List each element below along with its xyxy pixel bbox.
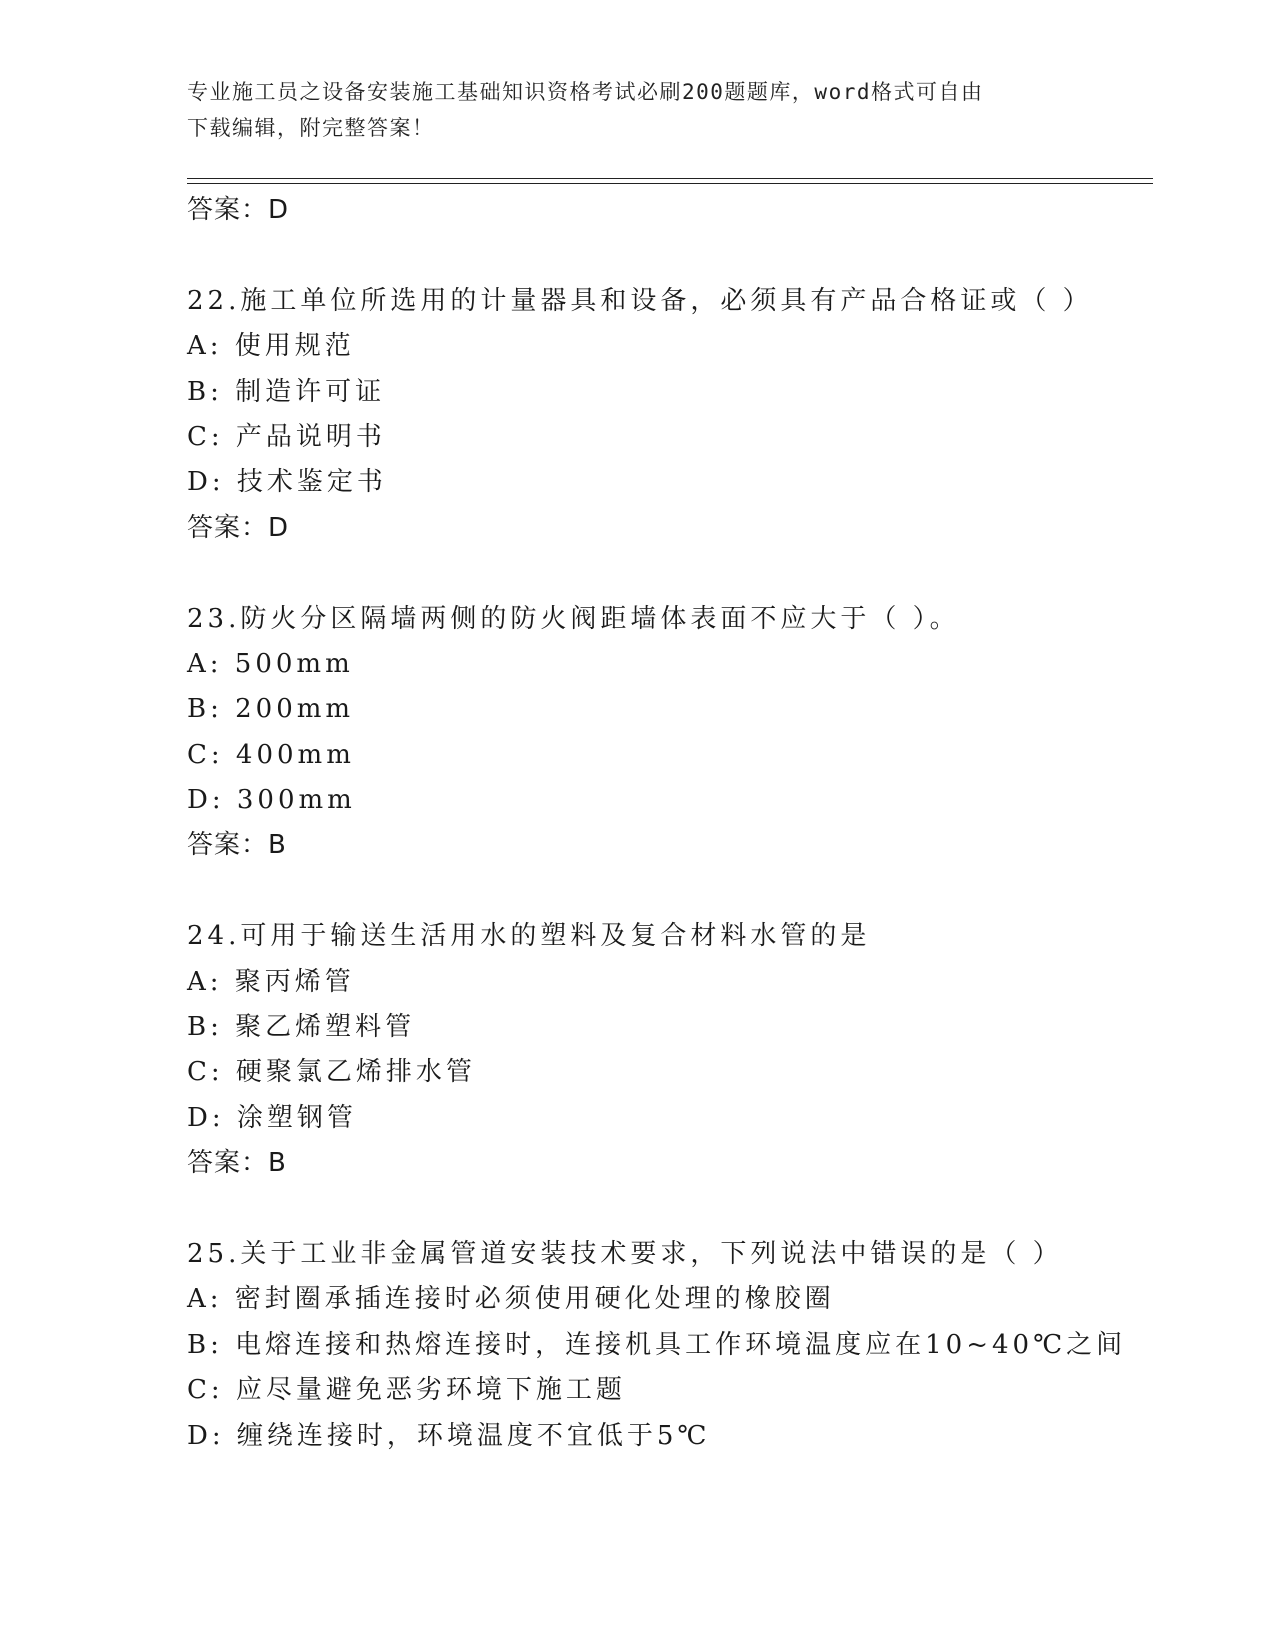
option-c: C: 400mm bbox=[187, 739, 355, 770]
answer: 答案：D bbox=[187, 512, 290, 543]
header-line-1: 专业施工员之设备安装施工基础知识资格考试必刷200题题库，word格式可自由 bbox=[187, 80, 984, 104]
header-line-2: 下载编辑，附完整答案！ bbox=[187, 116, 435, 140]
question-stem: 25.关于工业非金属管道安装技术要求，下列说法中错误的是（ ） bbox=[187, 1238, 1063, 1269]
option-c: C: 产品说明书 bbox=[187, 421, 386, 452]
option-b: B: 制造许可证 bbox=[187, 376, 386, 407]
option-b: B: 聚乙烯塑料管 bbox=[187, 1012, 416, 1043]
header-divider-bottom bbox=[187, 183, 1153, 184]
option-a: A: 聚丙烯管 bbox=[187, 966, 355, 997]
answer: 答案：B bbox=[187, 830, 287, 861]
option-a: A: 500mm bbox=[187, 648, 354, 679]
question-22 bbox=[187, 279, 1167, 551]
question-stem: 24.可用于输送生活用水的塑料及复合材料水管的是 bbox=[187, 921, 871, 952]
question-stem: 23.防火分区隔墙两侧的防火阀距墙体表面不应大于（ ）。 bbox=[187, 603, 960, 634]
previous-answer: 答案：D bbox=[187, 195, 290, 225]
option-c: C: 硬聚氯乙烯排水管 bbox=[187, 1057, 476, 1088]
question-25 bbox=[187, 1232, 1167, 1459]
answer: 答案：B bbox=[187, 1148, 287, 1179]
option-a: A: 使用规范 bbox=[187, 331, 355, 362]
question-list bbox=[187, 188, 1167, 1459]
question-24 bbox=[187, 914, 1167, 1186]
header-divider-top bbox=[187, 178, 1153, 179]
option-d: D: 300mm bbox=[187, 785, 356, 816]
option-a: A: 密封圈承插连接时必须使用硬化处理的橡胶圈 bbox=[187, 1284, 835, 1315]
document-header bbox=[187, 74, 1087, 146]
option-d: D: 技术鉴定书 bbox=[187, 467, 387, 498]
question-stem: 22.施工单位所选用的计量器具和设备，必须具有产品合格证或（ ） bbox=[187, 285, 1093, 316]
option-d: D: 涂塑钢管 bbox=[187, 1102, 357, 1133]
question-23 bbox=[187, 597, 1167, 869]
option-b: B: 电熔连接和热熔连接时，连接机具工作环境温度应在10~40℃之间 bbox=[187, 1329, 1127, 1360]
option-b: B: 200mm bbox=[187, 694, 355, 725]
option-c: C: 应尽量避免恶劣环境下施工题 bbox=[187, 1375, 626, 1406]
option-d: D: 缠绕连接时，环境温度不宜低于5℃ bbox=[187, 1420, 711, 1451]
